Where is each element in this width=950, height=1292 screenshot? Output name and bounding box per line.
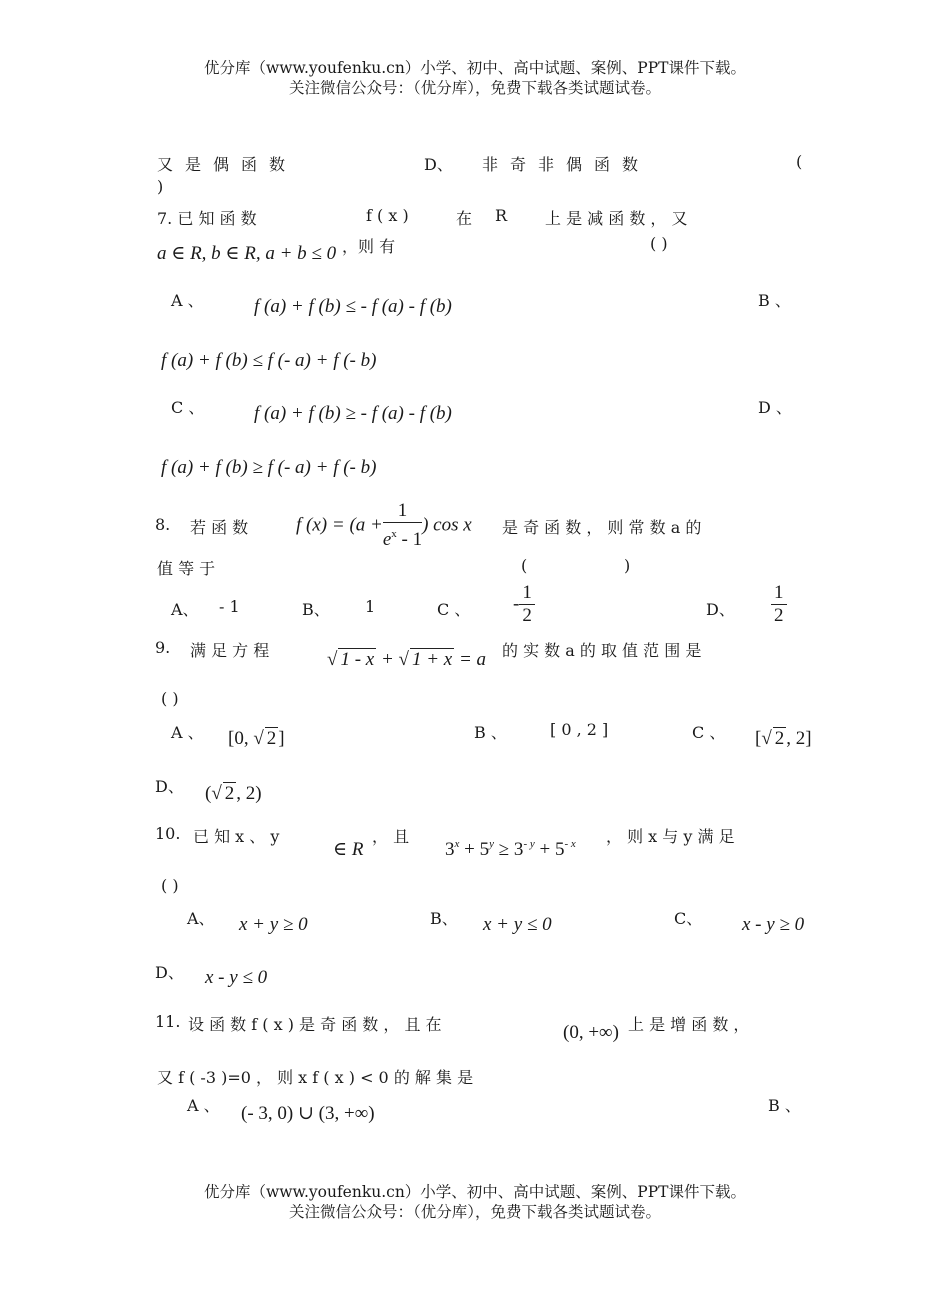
q7-condition: a ∈ R, b ∈ R, a + b ≤ 0 bbox=[157, 243, 337, 264]
q7-option-a: f (a) + f (b) ≤ - f (a) - f (b) bbox=[254, 296, 452, 317]
q8-stem-a: 若 函 数 bbox=[190, 518, 249, 537]
q8-option-d: $\frac{1}{2}$ bbox=[771, 582, 787, 627]
q7-option-b: f (a) + f (b) ≤ f (- a) + f (- b) bbox=[161, 350, 377, 371]
q11-option-a: (- 3, 0) ∪ (3, +∞) bbox=[241, 1103, 375, 1124]
q6-paren-close: ) bbox=[157, 177, 164, 196]
q8-function: f (x) = (a + $\frac{1}{e^x - 1}$ ) cos x bbox=[296, 500, 472, 550]
q10-option-c: x - y ≥ 0 bbox=[742, 914, 805, 935]
q10-option-d-label: D、 bbox=[155, 963, 184, 982]
q10-option-a-label: A、 bbox=[187, 909, 215, 928]
q9-stem-a: 满 足 方 程 bbox=[190, 641, 270, 660]
q6-option-d-label: D、 bbox=[424, 155, 453, 174]
q7-option-d-label: D 、 bbox=[758, 398, 792, 417]
q8-stem-c: 值 等 于 bbox=[157, 559, 216, 578]
header-line-2: 关注微信公众号：（优分库），免费下载各类试题试卷。 bbox=[288, 79, 661, 97]
q10-option-b-label: B、 bbox=[430, 909, 458, 928]
q8-number: 8. bbox=[155, 515, 171, 534]
q11-interval: (0, +∞) bbox=[563, 1022, 619, 1043]
q10-option-a: x + y ≥ 0 bbox=[239, 914, 308, 935]
q10-stem-b: ， 且 bbox=[372, 827, 410, 846]
q9-option-b-label: B 、 bbox=[474, 723, 507, 742]
q10-option-c-label: C、 bbox=[674, 909, 703, 928]
q9-option-c-label: C 、 bbox=[692, 723, 726, 742]
q9-option-b: [ 0 , 2 ] bbox=[550, 720, 609, 739]
q7-R: R bbox=[495, 206, 508, 225]
q8-option-c-label: C 、 bbox=[437, 600, 471, 619]
q9-paren: ( ) bbox=[161, 689, 179, 708]
q10-option-d: x - y ≤ 0 bbox=[205, 967, 268, 988]
q7-paren: ( ) bbox=[650, 234, 668, 253]
q7-option-d: f (a) + f (b) ≥ f (- a) + f (- b) bbox=[161, 457, 377, 478]
q7-stem-b: 在 bbox=[456, 209, 473, 228]
q10-number: 10. bbox=[155, 824, 181, 843]
q7-option-c: f (a) + f (b) ≥ - f (a) - f (b) bbox=[254, 403, 452, 424]
q9-option-a: [0, √ 2 ] bbox=[228, 728, 285, 749]
q8-paren-open: ( bbox=[521, 556, 528, 575]
q8-option-a: - 1 bbox=[219, 597, 240, 616]
q7-stem-c: 上 是 减 函 数 ， 又 bbox=[545, 209, 688, 228]
q11-stem-c: 又 f ( -3 )=0 ， 则 x f ( x ) < 0 的 解 集 是 bbox=[157, 1068, 474, 1087]
q11-stem-b: 上 是 增 函 数 ， bbox=[628, 1015, 750, 1034]
q10-inequality: $3^x + 5^y \ge 3^{- y} + 5^{- x}$ bbox=[445, 838, 576, 860]
q6-paren-open: ( bbox=[796, 152, 803, 171]
q6-option-d-text: 非奇非偶函数 bbox=[482, 155, 651, 174]
q7-option-b-label: B 、 bbox=[758, 291, 791, 310]
q8-stem-b: 是 奇 函 数 ， 则 常 数 a 的 bbox=[502, 518, 702, 537]
footer-line-2: 关注微信公众号：（优分库），免费下载各类试题试卷。 bbox=[288, 1203, 661, 1221]
q11-option-b-label: B 、 bbox=[768, 1096, 801, 1115]
q9-option-a-label: A 、 bbox=[171, 723, 204, 742]
header-line-1: 优分库（www.youfenku.cn）小学、初中、高中试题、案例、PPT课件下载。 bbox=[203, 59, 747, 77]
q8-option-b: 1 bbox=[365, 597, 376, 616]
q10-paren: ( ) bbox=[161, 876, 179, 895]
q7-fx: f ( x ) bbox=[366, 206, 409, 225]
q7-option-a-label: A 、 bbox=[171, 291, 204, 310]
q7-then: ，则 有 bbox=[342, 237, 396, 256]
q9-option-d-label: D、 bbox=[155, 777, 184, 796]
q6-option-c-text: 又是偶函数 bbox=[157, 155, 298, 174]
q10-option-b: x + y ≤ 0 bbox=[483, 914, 552, 935]
q7-option-c-label: C 、 bbox=[171, 398, 205, 417]
q10-stem-c: ， 则 x 与 y 满 足 bbox=[606, 827, 735, 846]
q8-option-a-label: A、 bbox=[171, 600, 199, 619]
q9-number: 9. bbox=[155, 638, 171, 657]
q8-paren-close: ) bbox=[624, 556, 631, 575]
q11-stem-a: 设 函 数 f ( x ) 是 奇 函 数 ， 且 在 bbox=[188, 1015, 442, 1034]
q7-stem-a: 7. 已 知 函 数 bbox=[157, 209, 257, 228]
q8-option-c: - $\frac{1}{2}$ bbox=[513, 582, 535, 627]
q11-number: 11. bbox=[155, 1012, 181, 1031]
q11-option-a-label: A 、 bbox=[187, 1096, 220, 1115]
q10-in-r: ∈ R bbox=[333, 839, 364, 860]
q9-option-c: [√ 2 , 2] bbox=[755, 728, 812, 749]
q9-stem-b: 的 实 数 a 的 取 值 范 围 是 bbox=[502, 641, 702, 660]
footer-line-1: 优分库（www.youfenku.cn）小学、初中、高中试题、案例、PPT课件下载。 bbox=[203, 1183, 747, 1201]
q10-stem-a: 已 知 x 、 y bbox=[193, 827, 280, 846]
q8-option-d-label: D、 bbox=[706, 600, 735, 619]
q9-equation: √ 1 - x + √ 1 + x = a bbox=[327, 649, 487, 670]
q8-option-b-label: B、 bbox=[302, 600, 330, 619]
q9-option-d: (√ 2 , 2) bbox=[205, 783, 262, 804]
